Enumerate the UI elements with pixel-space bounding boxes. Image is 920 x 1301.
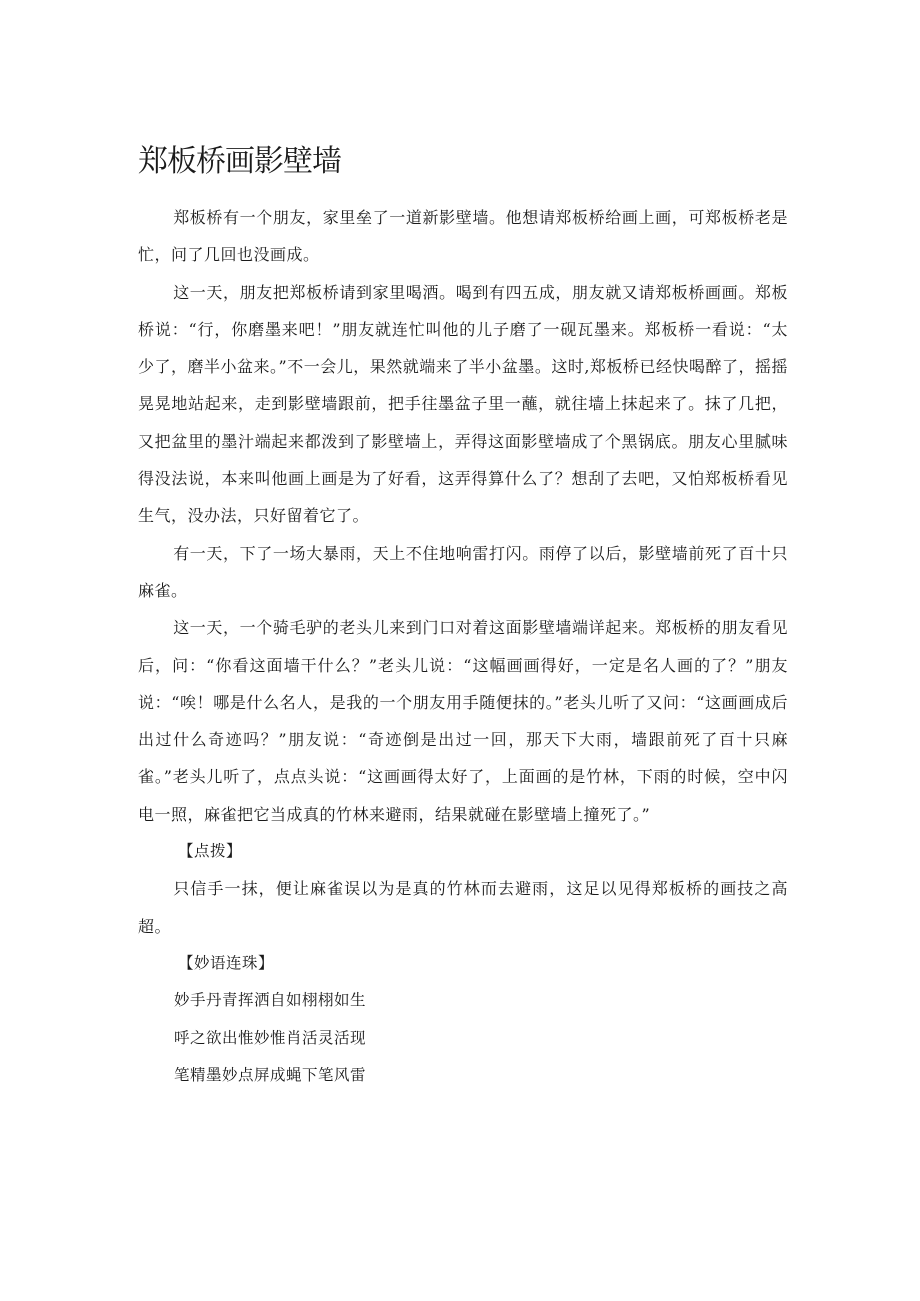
dianbo-text: 只信手一抹，便让麻雀误以为是真的竹林而去避雨，这足以见得郑板桥的画技之高超。: [138, 879, 788, 936]
dianbo-label: 【点拨】: [178, 842, 243, 861]
paragraph-3: 有一天，下了一场大暴雨，天上不住地响雷打闪。雨停了以后，影壁墙前死了百十只麻雀。: [138, 543, 788, 600]
miaoyu-label: 【妙语连珠】: [178, 953, 275, 972]
document-body: [138, 199, 788, 1094]
poem-line-1: 妙手丹青挥洒自如栩栩如生: [174, 991, 367, 1010]
document-title: 郑板桥画影壁墙: [138, 144, 341, 179]
paragraph-1: 郑板桥有一个朋友，家里垒了一道新影壁墙。他想请郑板桥给画上画，可郑板桥老是忙，问了几回也没画成。: [138, 208, 788, 265]
poem-line-3: 笔精墨妙点屏成蝇下笔风雷: [174, 1065, 367, 1084]
paragraph-4: 这一天，一个骑毛驴的老头儿来到门口对着这面影壁墙端详起来。郑板桥的朋友看见后，问：“你看这面墙干什么？”老头儿说：“这幅画画得好，一定是名人画的了？”朋友说：“唉！哪是什么名人，是我的一个朋友用手随便抹的。”老头儿听了又问：“这画画成后出过什么奇迹吗？”朋友说：“奇迹倒是出过一回，那天下大雨，墙跟前死了百十只麻雀。”老头儿听了，点点头说：“这画画得太好了，上面画的是竹林，下雨的时候，空中闪电一照，麻雀把它当成真的竹林来避雨，结果就碰在影壁墙上撞死了。”: [138, 618, 788, 824]
poem-line-2: 呼之欲出惟妙惟肖活灵活现: [174, 1028, 367, 1047]
paragraph-2: 这一天，朋友把郑板桥请到家里喝酒。喝到有四五成，朋友就又请郑板桥画画。郑板桥说：“行，你磨墨来吧！”朋友就连忙叫他的儿子磨了一砚瓦墨来。郑板桥一看说：“太少了，磨半小盆来。”不一会儿，果然就端来了半小盆墨。这时,郑板桥已经快喝醉了，摇摇晃晃地站起来，走到影壁墙跟前，把手往墨盆子里一蘸，就往墙上抹起来了。抹了几把，又把盆里的墨汁端起来都泼到了影壁墙上，弄得这面影壁墙成了个黑锅底。朋友心里腻味得没法说，本来叫他画上画是为了好看，这弄得算什么了？想刮了去吧，又怕郑板桥看见生气，没办法，只好留着它了。: [138, 282, 788, 526]
